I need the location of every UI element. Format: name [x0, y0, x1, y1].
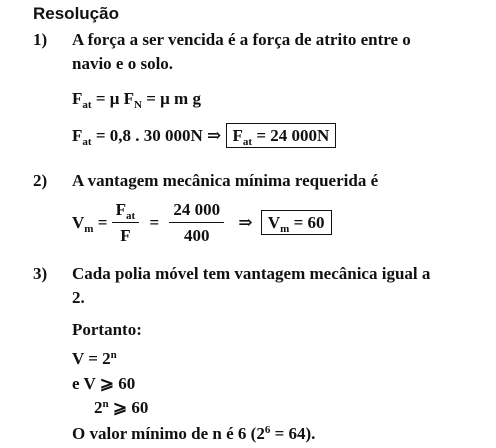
item-3-text-line1: Cada polia móvel tem vantagem mecânica igual a: [72, 264, 431, 283]
item-2-number: 2): [33, 171, 48, 190]
equation-power-condition: 2$^n$ ⩾ 60: [94, 398, 149, 417]
portanto-label: Portanto:: [72, 320, 142, 339]
fraction-numeric: $\frac{24 000}{400}$: [169, 200, 224, 246]
equation-mechanical-advantage: $V_m$ = $\frac{F_{at}}{F}$ = $\frac{24 000}{400}$ ⇒ $V_m = 60$: [72, 200, 332, 246]
equation-friction-value: $F_{at} = 0,8$ . 30 000N ⇒ $F_{at} = 24$ 000N: [72, 126, 336, 146]
fraction-force-ratio: $\frac{F_{at}}{F}$: [112, 200, 140, 246]
item-3-number: 3): [33, 264, 48, 283]
item-1-text-line1: A força a ser vencida é a força de atrito entre o: [72, 30, 411, 49]
item-2-text-line1: A vantagem mecânica mínima requerida é: [72, 171, 379, 190]
section-title: Resolução: [33, 4, 119, 23]
item-1-text-line2: navio e o solo.: [72, 54, 174, 73]
equation-friction-formula: $F_{at} = \mu$ $F_N = \mu$ m g: [72, 89, 201, 111]
final-answer: O valor mínimo de n é 6 $(2^6 = 64)$.: [72, 424, 316, 443]
item-3-text-line2: 2.: [72, 288, 85, 307]
item-1-number: 1): [33, 30, 48, 49]
equation-v-condition: e V ⩾ 60: [72, 374, 136, 393]
equation-v-power: $V = 2^n$: [72, 349, 117, 368]
result-box-advantage: $V_m = 60$: [261, 210, 332, 235]
result-box-friction: $F_{at} = 24$ 000N: [226, 123, 337, 148]
